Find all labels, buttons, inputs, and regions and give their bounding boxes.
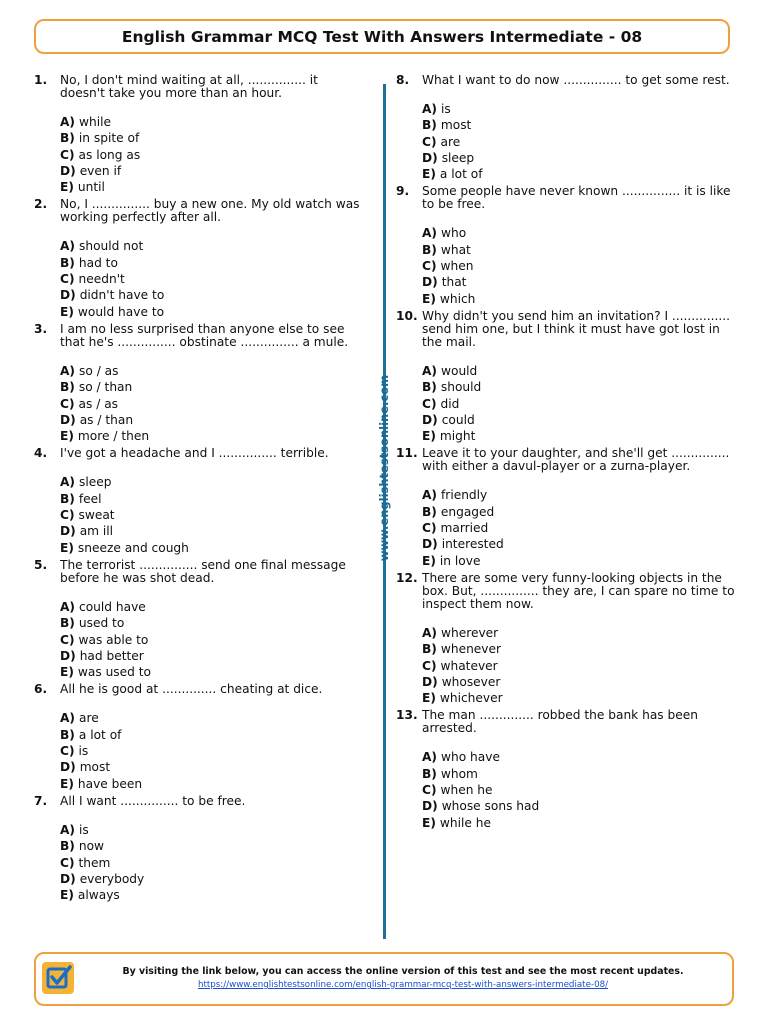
option-text: is	[441, 102, 451, 116]
answer-option[interactable]	[60, 838, 364, 854]
answer-option[interactable]	[422, 504, 736, 520]
option-text: who have	[441, 750, 500, 765]
question-item	[34, 795, 364, 903]
page-title: English Grammar MCQ Test With Answers Intermediate - 08	[121, 27, 643, 46]
question-text: All I want ............... to be free.	[60, 793, 246, 808]
option-text: needn't	[78, 272, 125, 287]
answer-option[interactable]	[60, 727, 364, 743]
option-text: more / then	[77, 429, 150, 444]
answer-option[interactable]	[60, 664, 364, 680]
answer-option[interactable]	[422, 134, 736, 150]
question-text-row	[396, 572, 736, 611]
option-text: have been	[77, 776, 143, 791]
question-text: No, I ............... buy a new one. My old watch was working perfectly after all.	[60, 197, 360, 225]
option-letter: C)	[60, 632, 75, 647]
option-text: are	[79, 711, 99, 726]
option-letter: B)	[60, 839, 75, 854]
option-letter: A)	[422, 488, 438, 503]
option-text: even if	[79, 163, 122, 178]
option-text: always	[77, 888, 120, 903]
option-text: in spite of	[78, 131, 140, 146]
option-text: sweat	[78, 508, 115, 523]
option-text: would have to	[77, 304, 165, 319]
option-letter: C)	[422, 396, 437, 411]
option-letter: D)	[422, 537, 438, 552]
option-list	[422, 487, 736, 568]
answer-option[interactable]	[60, 396, 364, 412]
question-text-row	[34, 559, 364, 585]
answer-option[interactable]	[60, 428, 364, 444]
option-text: sleep	[79, 475, 112, 490]
option-text: did	[440, 396, 460, 411]
answer-option[interactable]	[422, 690, 736, 706]
option-text: as long as	[78, 147, 141, 162]
question-text: The man .............. robbed the bank has been arrested.	[422, 708, 698, 736]
option-letter: A)	[60, 711, 76, 726]
option-letter: E)	[422, 429, 436, 444]
question-text-row	[396, 185, 736, 211]
answer-option[interactable]	[60, 710, 364, 726]
answer-option[interactable]	[60, 871, 364, 887]
answer-option[interactable]	[422, 815, 736, 831]
answer-option[interactable]	[422, 166, 736, 182]
answer-option[interactable]	[60, 822, 364, 838]
question-text: No, I don't mind waiting at all, ............... it doesn't take you more than an hour.	[60, 73, 318, 100]
option-list	[422, 101, 736, 182]
question-number: 4.	[34, 446, 48, 461]
answer-option[interactable]	[60, 163, 364, 179]
option-list	[422, 225, 736, 306]
question-text: What I want to do now ............... to get some rest.	[422, 73, 730, 87]
option-text: most	[79, 760, 111, 775]
footer-note: By visiting the link below, you can access the online version of this test and see the most recent updates.	[122, 966, 684, 977]
option-letter: E)	[60, 304, 74, 319]
option-letter: B)	[60, 380, 75, 395]
option-letter: A)	[60, 475, 76, 490]
option-letter: A)	[422, 625, 438, 640]
option-text: as / than	[79, 412, 134, 427]
question-text: Some people have never known ............... it is like to be free.	[422, 184, 731, 212]
option-text: could have	[79, 599, 146, 614]
option-letter: A)	[60, 822, 76, 837]
answer-option[interactable]	[422, 150, 736, 166]
option-text: whenever	[440, 642, 502, 657]
question-text: All he is good at .............. cheating at dice.	[60, 682, 323, 697]
option-text: used to	[78, 616, 125, 631]
option-text: are	[440, 134, 461, 149]
answer-option[interactable]	[60, 491, 364, 507]
option-letter: C)	[60, 396, 75, 411]
option-letter: C)	[422, 783, 437, 798]
option-text: that	[441, 275, 467, 290]
answer-option[interactable]	[422, 487, 736, 503]
option-text: when	[440, 259, 474, 274]
question-text: Leave it to your daughter, and she'll get ............... with either a davul-player or a zurna-player.	[422, 446, 730, 474]
option-text: whosever	[441, 674, 501, 689]
option-letter: B)	[60, 491, 75, 506]
option-text: feel	[78, 491, 102, 506]
answer-option[interactable]	[60, 304, 364, 320]
answer-option[interactable]	[422, 766, 736, 782]
option-letter: C)	[422, 259, 437, 274]
option-text: a lot of	[78, 727, 122, 742]
option-letter: A)	[422, 750, 438, 765]
option-letter: B)	[60, 727, 75, 742]
footer-link[interactable]: https://www.englishtestsonline.com/english-grammar-mcq-test-with-answers-intermediate-08/	[197, 980, 609, 990]
question-number: 7.	[34, 793, 48, 808]
option-letter: D)	[60, 412, 76, 427]
question-item	[396, 74, 736, 182]
option-letter: E)	[422, 691, 436, 706]
option-letter: E)	[60, 776, 74, 791]
answer-option[interactable]	[422, 225, 736, 241]
answer-option[interactable]	[422, 625, 736, 641]
option-text: friendly	[441, 488, 488, 503]
answer-option[interactable]	[60, 759, 364, 775]
question-item	[396, 709, 736, 830]
question-number: 11.	[396, 446, 418, 461]
answer-option[interactable]	[60, 855, 364, 871]
option-letter: E)	[422, 167, 436, 182]
option-letter: B)	[60, 131, 75, 146]
option-text: everybody	[79, 871, 145, 886]
answer-option[interactable]	[60, 507, 364, 523]
question-number: 3.	[34, 321, 48, 336]
question-item	[34, 323, 364, 444]
answer-option[interactable]	[422, 553, 736, 569]
option-letter: E)	[60, 429, 74, 444]
answer-option[interactable]	[422, 641, 736, 657]
answer-option[interactable]	[60, 271, 364, 287]
answer-option[interactable]	[60, 114, 364, 130]
answer-option[interactable]	[60, 287, 364, 303]
option-letter: E)	[422, 291, 436, 306]
option-letter: E)	[60, 665, 74, 680]
answer-option[interactable]	[422, 428, 736, 444]
answer-option[interactable]	[60, 599, 364, 615]
question-number: 8.	[396, 73, 410, 87]
question-number: 1.	[34, 73, 48, 87]
option-letter: C)	[422, 521, 437, 536]
question-item	[34, 447, 364, 555]
option-letter: D)	[60, 163, 76, 178]
option-text: married	[440, 521, 489, 536]
question-text-row	[34, 74, 364, 100]
answer-option[interactable]	[60, 130, 364, 146]
question-text-row	[34, 447, 364, 460]
answer-option[interactable]	[60, 743, 364, 759]
question-number: 5.	[34, 557, 48, 572]
answer-option[interactable]	[60, 379, 364, 395]
answer-option[interactable]	[60, 887, 364, 903]
question-text: Why didn't you send him an invitation? I ............... send him one, but I think it must have got lost in the mail.	[422, 308, 731, 349]
option-letter: C)	[60, 272, 75, 287]
option-list	[60, 114, 364, 195]
option-letter: A)	[422, 226, 438, 241]
option-list	[422, 625, 736, 706]
option-letter: E)	[422, 815, 436, 830]
option-letter: C)	[60, 744, 75, 759]
option-text: had to	[78, 255, 118, 270]
answer-option[interactable]	[60, 615, 364, 631]
option-text: didn't have to	[79, 288, 165, 303]
option-text: sleep	[441, 150, 475, 165]
option-text: so / as	[79, 363, 119, 378]
question-text-row	[34, 795, 364, 808]
option-text: what	[440, 242, 471, 257]
question-text-row	[34, 683, 364, 696]
question-item	[396, 310, 736, 444]
option-letter: E)	[422, 553, 436, 568]
option-text: whatever	[440, 658, 498, 673]
option-text: am ill	[79, 524, 114, 539]
option-list	[60, 710, 364, 791]
question-item	[34, 683, 364, 791]
option-letter: B)	[422, 504, 437, 519]
answer-option[interactable]	[422, 101, 736, 117]
option-text: might	[439, 429, 476, 444]
question-text-row	[396, 447, 736, 473]
option-text: wherever	[441, 625, 499, 640]
option-text: until	[77, 180, 105, 195]
option-text: who	[441, 226, 467, 241]
answer-option[interactable]	[60, 238, 364, 254]
option-list	[60, 599, 364, 680]
answer-option[interactable]	[422, 782, 736, 798]
answer-option[interactable]	[422, 274, 736, 290]
option-letter: C)	[60, 147, 75, 162]
option-letter: B)	[422, 766, 437, 781]
option-text: them	[78, 855, 111, 870]
option-text: would	[441, 363, 478, 378]
question-text-row	[34, 323, 364, 349]
option-text: should	[440, 380, 482, 395]
option-text: is	[78, 744, 89, 759]
option-list	[422, 749, 736, 830]
question-text: I've got a headache and I ............... terrible.	[60, 446, 329, 461]
answer-option[interactable]	[422, 412, 736, 428]
answer-option[interactable]	[60, 523, 364, 539]
title-box	[34, 19, 730, 54]
option-letter: D)	[60, 648, 76, 663]
question-text: The terrorist ............... send one final message before he was shot dead.	[60, 557, 346, 585]
option-text: sneeze and cough	[77, 540, 189, 555]
option-list	[60, 238, 364, 319]
question-item	[34, 198, 364, 319]
option-letter: B)	[422, 642, 437, 657]
option-letter: A)	[60, 363, 76, 378]
answer-option[interactable]	[60, 648, 364, 664]
option-list	[422, 363, 736, 444]
question-text-row	[396, 74, 736, 87]
answer-option[interactable]	[422, 291, 736, 307]
option-text: which	[439, 291, 476, 306]
option-text: engaged	[440, 504, 495, 519]
question-item	[396, 572, 736, 706]
answer-option[interactable]	[60, 179, 364, 195]
option-letter: B)	[60, 616, 75, 631]
option-letter: E)	[60, 180, 74, 195]
answer-option[interactable]	[422, 258, 736, 274]
option-text: a lot of	[439, 167, 483, 182]
option-list	[60, 363, 364, 444]
option-text: was used to	[77, 665, 151, 680]
option-letter: D)	[60, 760, 76, 775]
option-letter: D)	[60, 288, 76, 303]
option-letter: A)	[60, 115, 76, 129]
option-text: whichever	[439, 691, 503, 706]
option-text: was able to	[78, 632, 149, 647]
question-number: 2.	[34, 197, 48, 212]
option-letter: D)	[422, 412, 438, 427]
question-column-right	[396, 74, 736, 834]
question-number: 6.	[34, 682, 48, 697]
answer-option[interactable]	[422, 396, 736, 412]
option-text: while he	[439, 815, 491, 830]
answer-option[interactable]	[60, 255, 364, 271]
checkbox-icon	[42, 962, 74, 994]
question-number: 10.	[396, 308, 418, 323]
option-text: so / than	[78, 380, 133, 395]
option-letter: A)	[422, 363, 438, 378]
option-text: had better	[79, 648, 144, 663]
option-text: interested	[441, 537, 504, 552]
question-number: 13.	[396, 708, 418, 723]
answer-option[interactable]	[60, 632, 364, 648]
option-letter: D)	[422, 799, 438, 814]
option-letter: B)	[60, 255, 75, 270]
question-number: 9.	[396, 184, 410, 199]
option-letter: D)	[422, 674, 438, 689]
answer-option[interactable]	[60, 540, 364, 556]
option-letter: C)	[422, 134, 437, 149]
answer-option[interactable]	[422, 658, 736, 674]
option-letter: D)	[60, 524, 76, 539]
answer-option[interactable]	[60, 412, 364, 428]
option-text: now	[78, 839, 105, 854]
option-letter: C)	[60, 508, 75, 523]
option-text: in love	[439, 553, 481, 568]
answer-option[interactable]	[422, 749, 736, 765]
option-list	[60, 474, 364, 555]
question-item	[34, 74, 364, 195]
answer-option[interactable]	[60, 363, 364, 379]
option-letter: C)	[60, 855, 75, 870]
option-text: while	[79, 115, 111, 129]
option-text: most	[440, 118, 472, 133]
option-letter: E)	[60, 540, 74, 555]
option-text: is	[79, 822, 89, 837]
question-number: 12.	[396, 570, 418, 585]
option-text: could	[441, 412, 475, 427]
answer-option[interactable]	[422, 674, 736, 690]
option-letter: A)	[60, 239, 76, 254]
question-text: There are some very funny-looking objects in the box. But, ............... they are, I can spare no time to inspect them now.	[422, 570, 735, 611]
question-column-left	[34, 74, 364, 906]
question-text: I am no less surprised than anyone else to see that he's ............... obstinate ............... a mule.	[60, 321, 349, 349]
question-item	[396, 447, 736, 568]
option-letter: D)	[422, 275, 438, 290]
option-letter: C)	[422, 658, 437, 673]
footer	[34, 952, 734, 1006]
option-text: should not	[79, 239, 144, 254]
option-text: whom	[440, 766, 478, 781]
question-text-row	[396, 709, 736, 735]
answer-option[interactable]	[422, 379, 736, 395]
answer-option[interactable]	[60, 147, 364, 163]
option-letter: B)	[422, 242, 437, 257]
question-item	[396, 185, 736, 306]
option-text: when he	[440, 783, 493, 798]
option-letter: A)	[60, 599, 76, 614]
option-letter: A)	[422, 102, 438, 116]
option-letter: B)	[422, 380, 437, 395]
answer-option[interactable]	[422, 117, 736, 133]
option-letter: D)	[422, 150, 438, 165]
question-text-row	[396, 310, 736, 349]
answer-option[interactable]	[60, 474, 364, 490]
answer-option[interactable]	[422, 520, 736, 536]
option-text: whose sons had	[441, 799, 540, 814]
question-item	[34, 559, 364, 680]
option-text: as / as	[78, 396, 119, 411]
answer-option[interactable]	[422, 242, 736, 258]
answer-option[interactable]	[422, 798, 736, 814]
answer-option[interactable]	[422, 536, 736, 552]
watermark: www.englishtestsonline.com	[377, 374, 391, 562]
option-letter: B)	[422, 118, 437, 133]
option-list	[60, 822, 364, 903]
option-letter: E)	[60, 888, 74, 903]
question-text-row	[34, 198, 364, 224]
answer-option[interactable]	[60, 776, 364, 792]
option-letter: D)	[60, 871, 76, 886]
answer-option[interactable]	[422, 363, 736, 379]
